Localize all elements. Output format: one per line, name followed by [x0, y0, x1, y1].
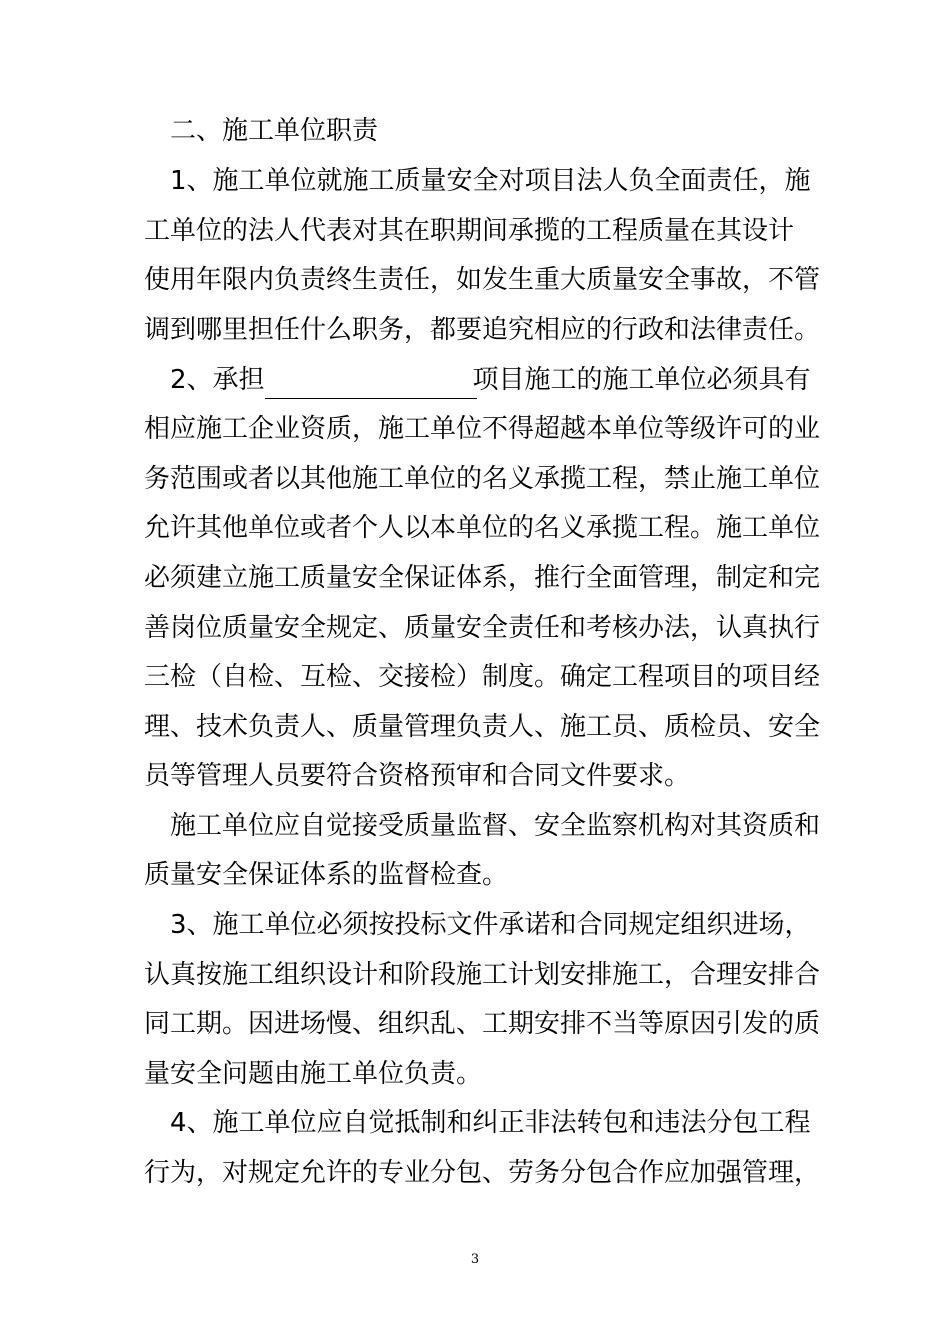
text-line-with-blank	[170, 364, 950, 395]
page-number: 3	[470, 1252, 480, 1267]
text-line: 员等管理人员要符合资格预审和合同文件要求。	[144, 761, 691, 791]
text-line: 善岗位质量安全规定、质量安全责任和考核办法，认真执行	[144, 613, 821, 643]
text-line: 务范围或者以其他施工单位的名义承揽工程，禁止施工单位	[144, 464, 821, 494]
text-line: 量安全问题由施工单位负责。	[144, 1059, 483, 1089]
fill-in-blank	[265, 368, 477, 399]
text-line: 工单位的法人代表对其在职期间承揽的工程质量在其设计	[144, 216, 795, 246]
text-line: 必须建立施工质量安全保证体系，推行全面管理，制定和完	[144, 563, 821, 593]
text-line: 允许其他单位或者个人以本单位的名义承揽工程。施工单位	[144, 513, 821, 543]
section-heading: 二、施工单位职责	[170, 116, 379, 146]
p2-suffix: 项目施工的施工单位必须具有	[472, 365, 811, 395]
text-line: 使用年限内负责终生责任，如发生重大质量安全事故，不管	[144, 265, 821, 295]
text-line: 三检（自检、互检、交接检）制度。确定工程项目的项目经	[144, 662, 821, 692]
text-line: 认真按施工组织设计和阶段施工计划安排施工，合理安排合	[144, 960, 821, 990]
text-line: 质量安全保证体系的监督检查。	[144, 860, 509, 890]
text-line: 行为，对规定允许的专业分包、劳务分包合作应加强管理，	[144, 1158, 821, 1188]
text-line: 调到哪里担任什么职务，都要追究相应的行政和法律责任。	[144, 315, 821, 345]
text-line: 同工期。因进场慢、组织乱、工期安排不当等原因引发的质	[144, 1009, 821, 1039]
text-line: 理、技术负责人、质量管理负责人、施工员、质检员、安全	[144, 712, 821, 742]
text-line: 4、施工单位应自觉抵制和纠正非法转包和违法分包工程	[170, 1108, 811, 1138]
text-line: 相应施工企业资质，施工单位不得超越本单位等级许可的业	[144, 414, 821, 444]
p2-prefix: 2、承担	[170, 365, 265, 395]
text-line: 施工单位应自觉接受质量监督、安全监察机构对其资质和	[170, 811, 821, 841]
text-line: 1、施工单位就施工质量安全对项目法人负全面责任，施	[170, 166, 811, 196]
text-line: 3、施工单位必须按投标文件承诺和合同规定组织进场，	[170, 910, 811, 940]
